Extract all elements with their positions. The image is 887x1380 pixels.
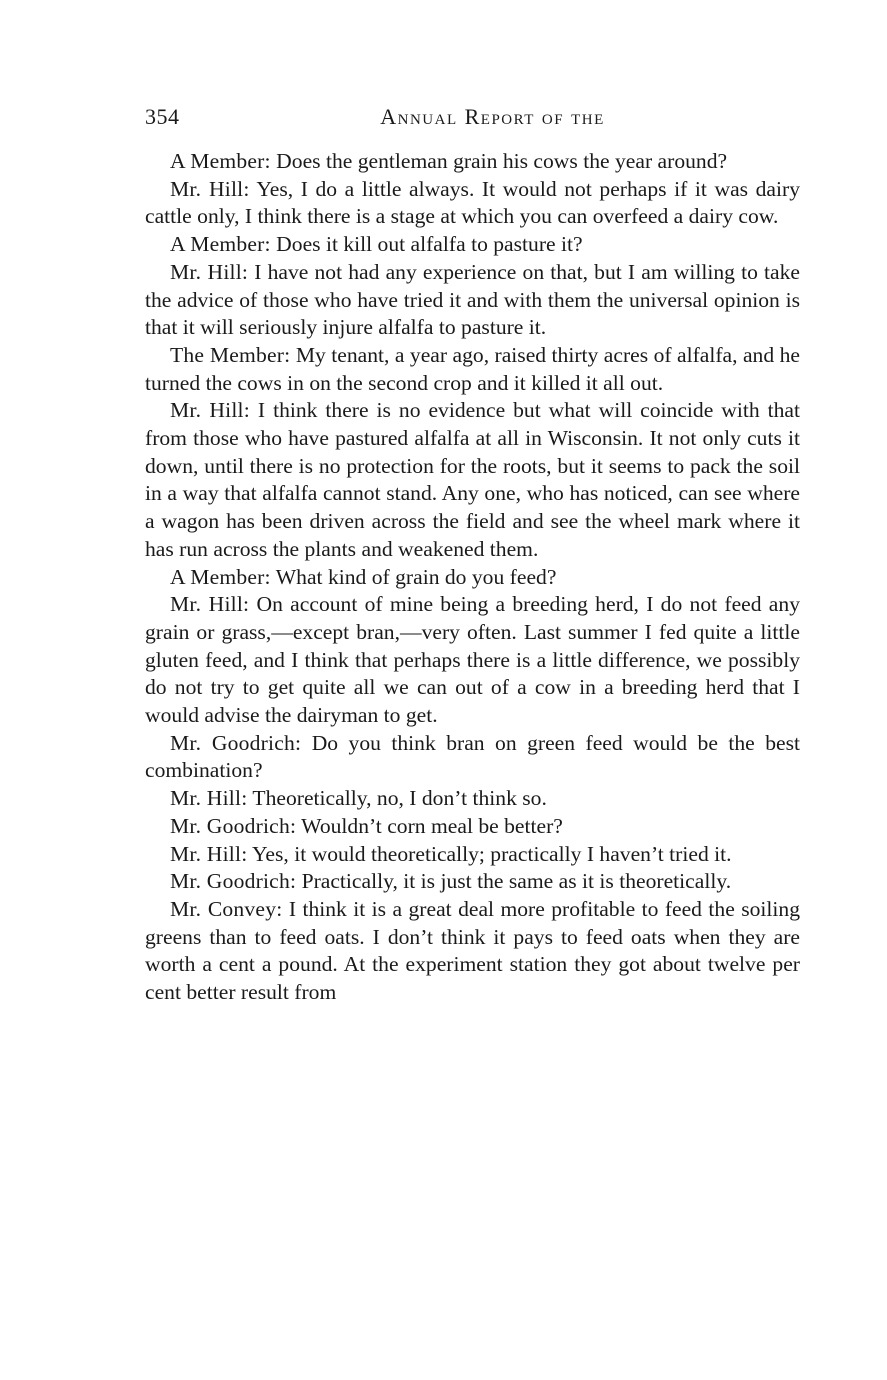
paragraph-text: I think there is no evidence but what will coincide with that from those who have pastured alfalfa at all in Wisconsin. It not only cuts it down, until there is no protection for the roots, but it seems to pack the soil in a way that alfalfa cannot stand. Any one, who has noticed, can see where a wagon has been driven across the field and see the wheel mark where it has run across the plants and weakened them. xyxy=(145,398,800,561)
running-head: Annual Report of the xyxy=(380,104,605,129)
paragraph-text: Practically, it is just the same as it is theoretically. xyxy=(301,869,732,894)
paragraph-text: Wouldn’t corn meal be better? xyxy=(301,813,563,838)
paragraph xyxy=(145,148,800,176)
paragraph-text: Do you think bran on green feed would be the best combination? xyxy=(145,730,801,783)
speaker-label: Mr. Hill: xyxy=(170,786,248,811)
speaker-label: Mr. Hill: xyxy=(170,592,250,617)
speaker-label: Mr. Goodrich: xyxy=(170,730,302,755)
speaker-label: Mr. Goodrich: xyxy=(170,869,297,894)
speaker-label: Mr. Hill: xyxy=(170,259,249,284)
paragraph xyxy=(145,813,800,841)
paragraph xyxy=(145,591,800,730)
page-number: 354 xyxy=(145,104,180,129)
paragraph xyxy=(145,841,800,869)
page-header xyxy=(145,104,800,136)
paragraph-text: Does the gentleman grain his cows the year around? xyxy=(276,149,728,173)
paragraph xyxy=(145,868,800,896)
paragraph xyxy=(145,564,800,592)
paragraph-text: Yes, I do a little always. It would not perhaps if it was dairy cattle only, I think there is a stage at which you can overfeed a dairy cow. xyxy=(145,176,801,229)
paragraph-text: On account of mine being a breeding herd, I do not feed any grain or grass,—except bran,—very often. Last summer I fed quite a little gluten feed, and I think that perhaps there is a little difference, we possibly do not try to get quite all we can out of a cow in a breeding herd that I would advise the dairyman to get. xyxy=(145,592,800,728)
speaker-label: A Member: xyxy=(170,564,271,589)
paragraph-text: Theoretically, no, I don’t think so. xyxy=(252,786,547,811)
paragraph xyxy=(145,785,800,813)
paragraph-text: I think it is a great deal more profitable to feed the soiling greens than to feed oats. I don’t think it pays to feed oats when they are worth a cent a pound. At the experiment station they got about twelve per cent better result from xyxy=(145,896,800,1005)
speaker-label: Mr. Hill: xyxy=(170,841,248,866)
speaker-label: The Member: xyxy=(170,342,291,367)
speaker-label: A Member: xyxy=(170,149,271,173)
paragraph xyxy=(145,176,800,231)
paragraph-text: Does it kill out alfalfa to pasture it? xyxy=(276,232,583,257)
paragraph-text: I have not had any experience on that, but I am willing to take the advice of those who have tried it and with them the universal opinion is that it will seriously injure alfalfa to pasture it. xyxy=(145,259,800,340)
paragraph xyxy=(145,397,800,563)
paragraph xyxy=(145,730,800,785)
speaker-label: Mr. Goodrich: xyxy=(170,813,297,838)
body-text xyxy=(145,148,800,1007)
speaker-label: Mr. Hill: xyxy=(170,176,250,201)
paragraph-text: My tenant, a year ago, raised thirty acres of alfalfa, and he turned the cows in on the second crop and it killed it all out. xyxy=(145,342,800,395)
paragraph xyxy=(145,231,800,259)
paragraph xyxy=(145,896,800,1007)
paragraph-text: What kind of grain do you feed? xyxy=(275,564,557,589)
paragraph-text: Yes, it would theoretically; practically I haven’t tried it. xyxy=(252,841,732,866)
speaker-label: A Member: xyxy=(170,232,271,257)
speaker-label: Mr. Hill: xyxy=(170,398,250,423)
speaker-label: Mr. Convey: xyxy=(170,896,283,921)
paragraph xyxy=(145,259,800,342)
paragraph xyxy=(145,342,800,397)
